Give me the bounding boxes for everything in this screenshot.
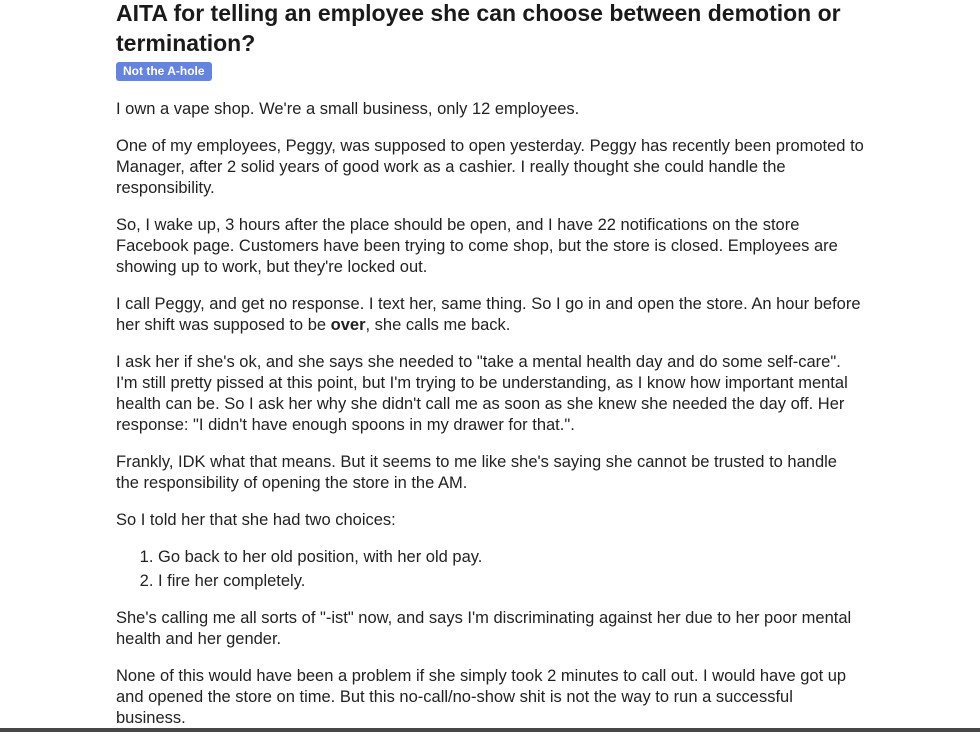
paragraph-text: , she calls me back. [365,316,511,334]
paragraph-text: I ask her if she's ok, and she says she needed to "take a mental health day and do some self-care". I'm still pretty pissed at this point, but I'm trying to be understanding, as I know how important mental health can be. So I ask her why she didn't call me as soon as she knew she needed the day off. Her response: "I didn't have enough spoons in my drawer for that.". [116,353,848,434]
post-paragraph [116,215,864,278]
post-paragraph [116,99,864,120]
post-paragraph [116,136,864,199]
post-paragraph [116,666,864,729]
post-paragraph [116,294,864,336]
post-title: AITA for telling an employee she can choose between demotion or termination? [116,0,841,56]
post-body [116,99,864,729]
paragraph-text: So, I wake up, 3 hours after the place should be open, and I have 22 notifications on the store Facebook page. Customers have been trying to come shop, but the store is closed. Employees are showing up to work, but they're locked out. [116,216,838,276]
post-container [116,0,864,745]
post-paragraph [116,510,864,531]
paragraph-text: She's calling me all sorts of "-ist" now, and says I'm discriminating against her due to her poor mental health and her gender. [116,609,852,648]
post-ordered-list [116,547,864,592]
paragraph-text: Frankly, IDK what that means. But it seems to me like she's saying she cannot be trusted to handle the responsibility of opening the store in the AM. [116,453,837,492]
bold-text: over [330,316,366,334]
post-flair-badge[interactable]: Not the A-hole [116,62,212,81]
paragraph-text: One of my employees, Peggy, was supposed to open yesterday. Peggy has recently been promoted to Manager, after 2 solid years of good work as a cashier. I really thought she could handle the responsibility. [116,137,864,197]
post-paragraph [116,352,864,436]
paragraph-text: I call Peggy, and get no response. I text her, same thing. So I go in and open the store. An hour before her shift was supposed to be [116,295,861,334]
post-paragraph [116,608,864,650]
paragraph-text: I own a vape shop. We're a small business, only 12 employees. [116,100,580,118]
list-item: 2. I fire her completely. [158,571,864,592]
bottom-divider-bar [0,728,980,732]
post-paragraph [116,452,864,494]
paragraph-text: None of this would have been a problem if she simply took 2 minutes to call out. I would have got up and opened the store on time. But this no-call/no-show shit is not the way to run a successful business. [116,667,847,727]
list-item: 1. Go back to her old position, with her old pay. [158,547,864,568]
paragraph-text: So I told her that she had two choices: [116,511,396,529]
